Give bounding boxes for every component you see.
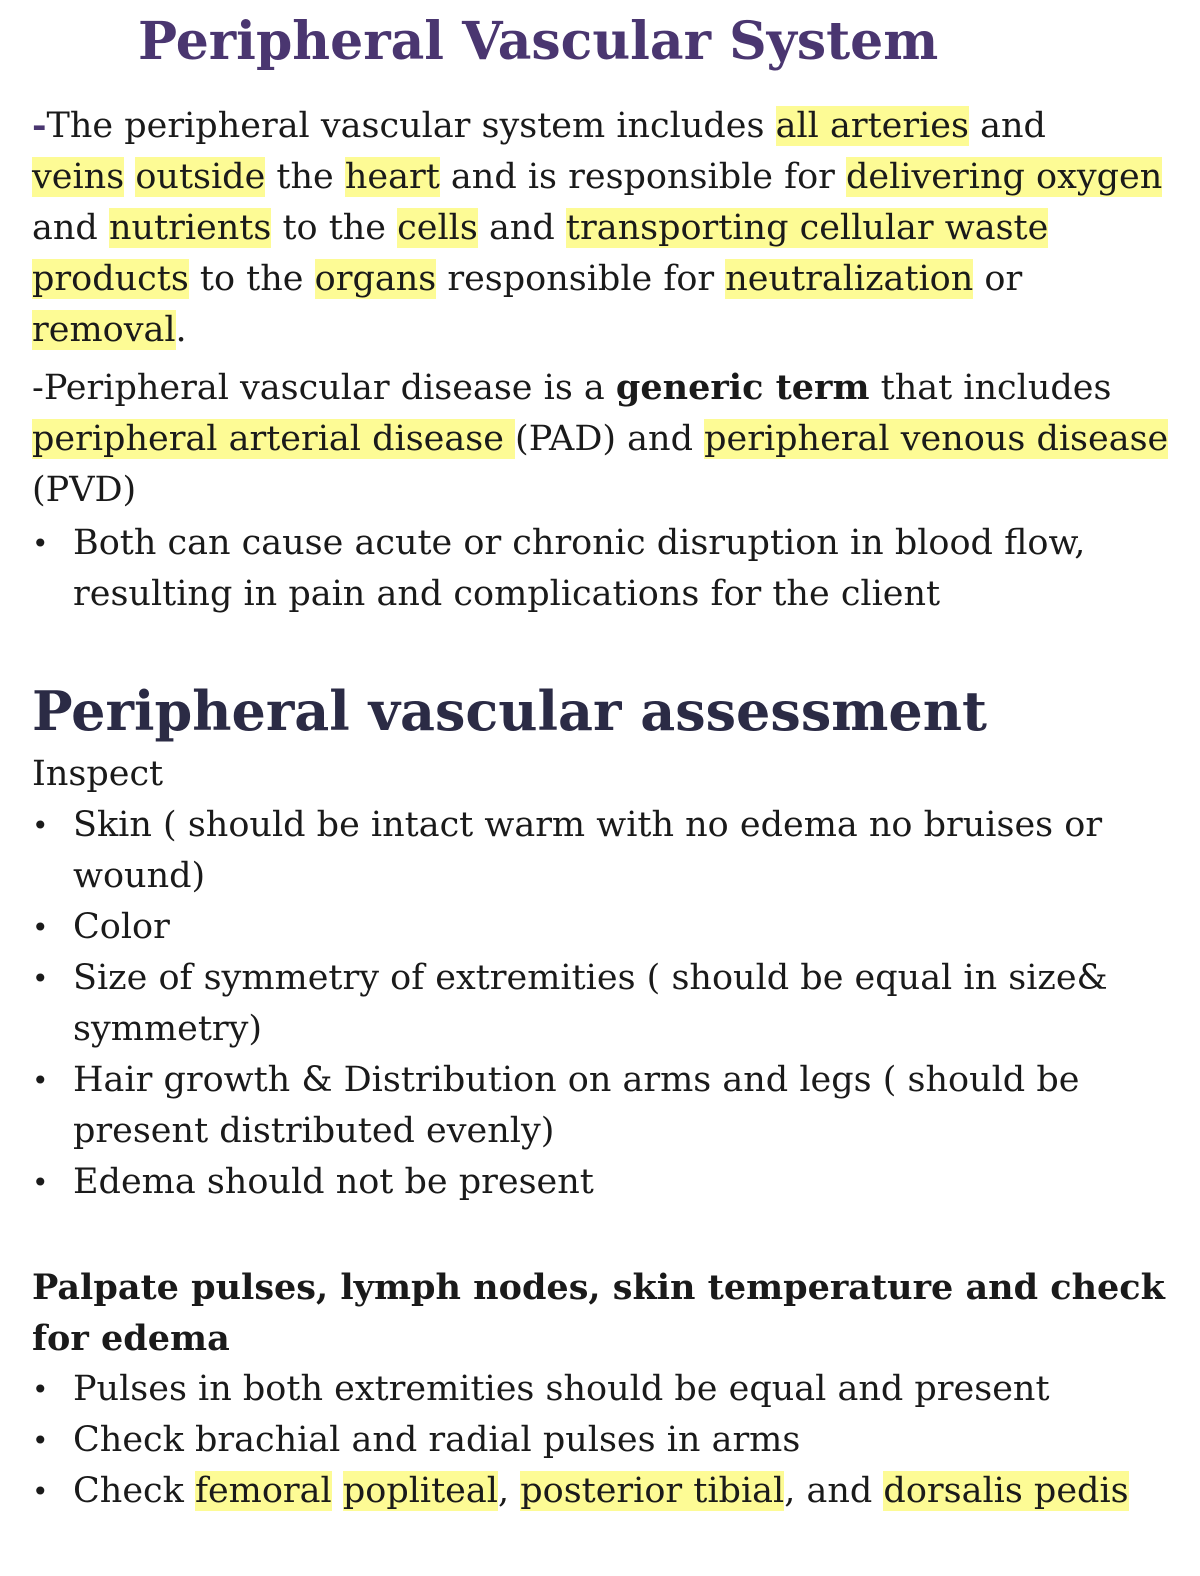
list-item-text: Size of symmetry of extremities ( should be equal in size& symmetry): [73, 958, 1108, 1049]
bullet-icon: •: [32, 1475, 49, 1508]
palpate-heading: Palpate pulses, lymph nodes, skin temperature and check for edema: [32, 1267, 1165, 1359]
list-item-text: Skin ( should be intact warm with no edema no bruises or wound): [73, 805, 1103, 896]
page-title: Peripheral Vascular System: [138, 11, 939, 72]
inspect-label: Inspect: [32, 754, 164, 794]
pvd-text: that includes: [869, 368, 1112, 408]
highlight-veins: veins: [32, 157, 125, 197]
list-item-text: Pulses in both extremities should be equal and present: [73, 1369, 1050, 1409]
intro-text: [124, 157, 135, 197]
bullet-icon: •: [32, 1064, 49, 1097]
highlight-posterior-tibial: posterior tibial: [520, 1471, 785, 1511]
intro-text: to the: [188, 259, 315, 299]
pvd-text: (PVD): [32, 470, 137, 510]
list-item-text: Hair growth & Distribution on arms and legs ( should be present distributed evenly): [73, 1060, 1080, 1151]
bullet-icon: •: [32, 962, 49, 995]
list-item-text: Check brachial and radial pulses in arms: [73, 1420, 801, 1460]
intro-text: and: [968, 106, 1046, 146]
highlight-removal: removal: [32, 310, 176, 350]
list-item: [32, 1415, 1172, 1466]
list-item: [32, 1157, 1172, 1208]
pvd-bullet-list: [32, 518, 1172, 620]
pvd-paragraph: [32, 362, 1172, 516]
list-item: [32, 1364, 1172, 1415]
highlight-nutrients: nutrients: [108, 208, 272, 248]
intro-dash: -: [32, 105, 47, 146]
intro-text: to the: [271, 208, 398, 248]
intro-text: .: [175, 310, 187, 350]
highlight-transporting-waste: transporting cellular waste products: [32, 208, 1049, 299]
inspect-list: [32, 800, 1172, 1208]
list-item: [32, 518, 1172, 620]
pvd-text: -Peripheral vascular disease is a: [32, 368, 616, 408]
highlight-all-arteries: all arteries: [775, 106, 969, 146]
highlight-cells: cells: [397, 208, 478, 248]
bullet-icon: •: [32, 1424, 49, 1457]
intro-text: responsible for: [436, 259, 726, 299]
list-item-text: [332, 1471, 343, 1511]
bullet-icon: •: [32, 1373, 49, 1406]
list-item: [32, 800, 1172, 902]
intro-text: or: [973, 259, 1023, 299]
highlight-outside: outside: [135, 157, 266, 197]
highlight-femoral: femoral: [194, 1471, 332, 1511]
highlight-dorsalis-pedis: dorsalis pedis: [883, 1471, 1129, 1511]
intro-text: the: [265, 157, 345, 197]
intro-text: and: [32, 208, 109, 248]
list-item-text: Check: [73, 1471, 195, 1511]
intro-text: and: [477, 208, 566, 248]
list-item: [32, 1466, 1172, 1517]
intro-text: The peripheral vascular system includes: [46, 106, 776, 146]
palpate-list: [32, 1364, 1172, 1517]
bullet-icon: •: [32, 1166, 49, 1199]
list-item-text: Both can cause acute or chronic disruption in blood flow, resulting in pain and complications for the client: [73, 523, 1086, 614]
list-item-text: Color: [73, 907, 170, 947]
list-item: [32, 1055, 1172, 1157]
highlight-popliteal: popliteal: [342, 1471, 498, 1511]
list-item: [32, 953, 1172, 1055]
list-item-text: Edema should not be present: [73, 1162, 594, 1202]
list-item-text: ,: [497, 1471, 521, 1511]
pvd-text: (PAD) and: [515, 419, 705, 459]
bullet-icon: •: [32, 911, 49, 944]
list-item: [32, 902, 1172, 953]
highlight-pvd: peripheral venous disease: [704, 419, 1169, 459]
section-heading: Peripheral vascular assessment: [32, 679, 987, 743]
intro-text: and is responsible for: [439, 157, 847, 197]
highlight-organs: organs: [314, 259, 437, 299]
intro-paragraph: [32, 100, 1172, 356]
highlight-pad: peripheral arterial disease: [32, 419, 516, 459]
generic-term: generic term: [615, 367, 870, 408]
highlight-delivering-oxygen: delivering oxygen: [846, 157, 1163, 197]
highlight-neutralization: neutralization: [725, 259, 974, 299]
bullet-icon: •: [32, 527, 49, 560]
list-item-text: , and: [784, 1471, 884, 1511]
bullet-icon: •: [32, 809, 49, 842]
highlight-heart: heart: [344, 157, 440, 197]
